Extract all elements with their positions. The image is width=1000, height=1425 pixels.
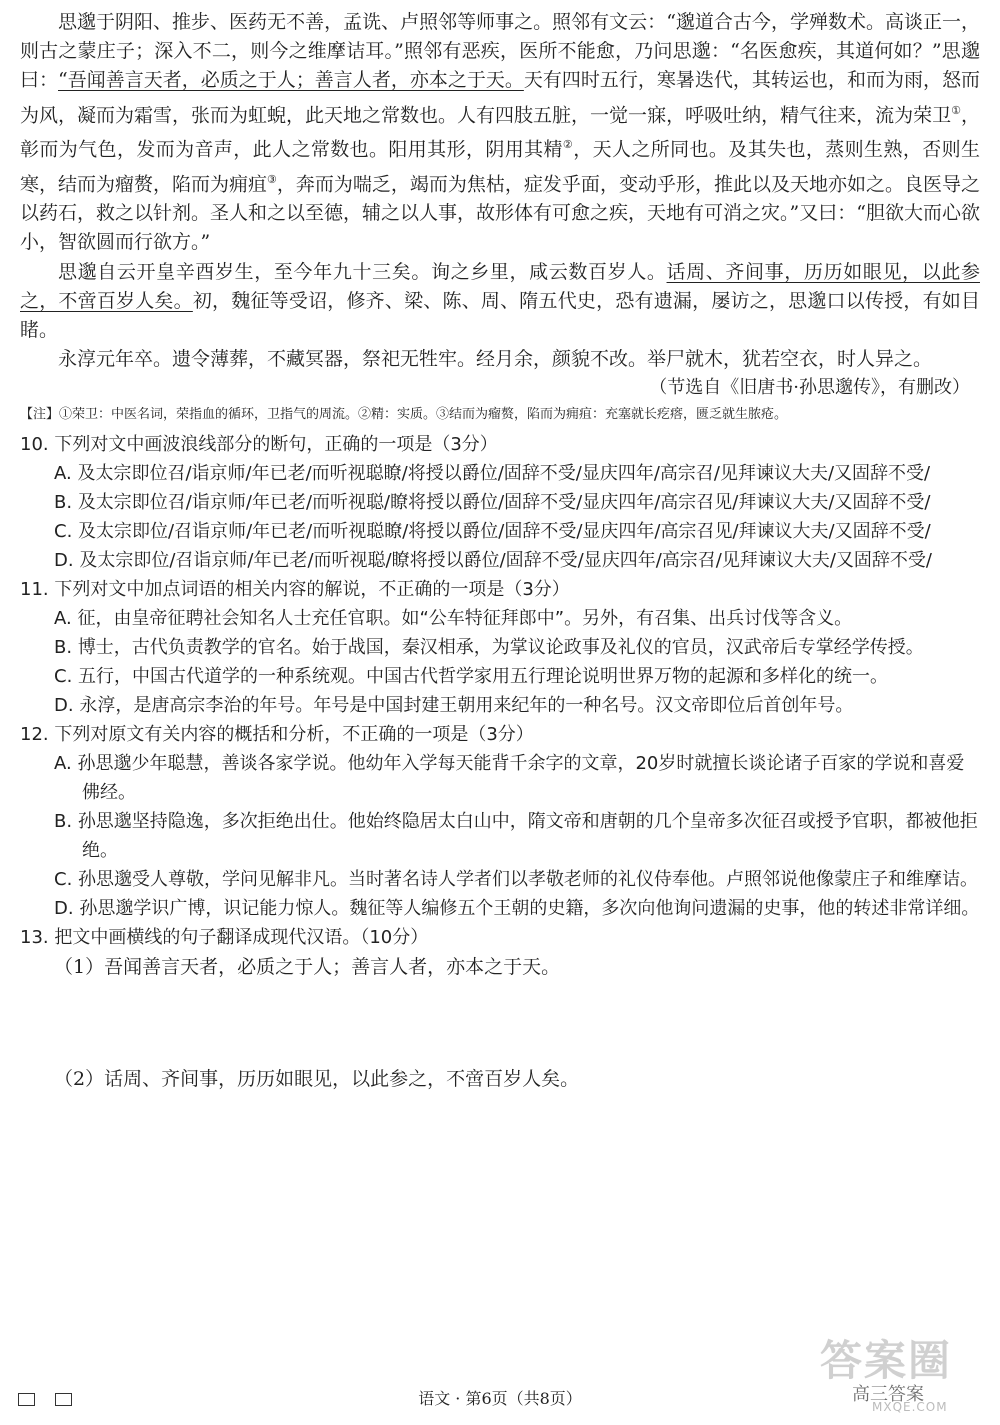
option-label: D.	[54, 550, 74, 572]
option-text: 永淳，是唐高宗李治的年号。年号是中国封建王朝用来纪年的一种名号。汉文帝即位后首创年号。	[79, 695, 854, 717]
passage-paragraph-1	[20, 8, 980, 258]
option-label: C.	[54, 521, 73, 543]
answer-space-2[interactable]	[20, 1094, 980, 1174]
option-label: B.	[54, 492, 73, 514]
passage-text: ，彰而为气色，发而为音声，此人之常数也。阳用其形，阴用其精	[20, 103, 980, 161]
option-b	[20, 633, 980, 662]
passage-source: （节选自《旧唐书·孙思邈传》，有删改）	[649, 377, 970, 399]
question-stem: 10. 下列对文中画波浪线部分的断句，正确的一项是（3分）	[20, 434, 498, 456]
option-c	[20, 517, 980, 546]
option-b	[20, 488, 980, 517]
passage-text: 思邈自云开皇辛酉岁生，至今年九十三矣。询之乡里，咸云数百岁人。	[58, 260, 667, 283]
option-text: 及太宗即位/召诣京师/年已老/而听视聪瞭/将授以爵位/固辞不受/显庆四年/高宗召见/拜谏议大夫/又固辞不受/	[78, 521, 931, 543]
page-number: 语文 · 第6页（共8页）	[418, 1389, 582, 1408]
option-text: 孙思邈学识广博，识记能力惊人。魏征等人编修五个王朝的史籍，多次向他询问遗漏的史事，他的转述非常详细。	[79, 898, 980, 920]
option-label: A.	[54, 608, 72, 630]
question-stem: 11. 下列对文中加点词语的相关内容的解说，不正确的一项是（3分）	[20, 579, 570, 601]
question-13	[20, 923, 980, 1174]
option-c	[20, 662, 980, 691]
option-text: 及太宗即位召/诣京师/年已老/而听视聪瞭/将授以爵位/固辞不受/显庆四年/高宗召/见拜谏议大夫/又固辞不受/	[77, 463, 931, 485]
question-12	[20, 720, 980, 923]
question-stem: 12. 下列对原文有关内容的概括和分析，不正确的一项是（3分）	[20, 724, 534, 746]
option-d	[20, 546, 980, 575]
option-text: 及太宗即位召/诣京师/年已老/而听视聪/瞭将授以爵位/固辞不受/显庆四年/高宗召见/拜谏议大夫/又固辞不受/	[77, 492, 931, 514]
question-11	[20, 575, 980, 720]
option-a	[20, 749, 980, 807]
footnote-marker: ①	[951, 103, 961, 117]
passage-paragraph-3: 永淳元年卒。遗令薄葬，不藏冥器，祭祀无牲牢。经月余，颜貌不改。举尸就木，犹若空衣，时人异之。	[58, 348, 933, 371]
option-label: B.	[54, 811, 73, 833]
option-text: 孙思邈受人尊敬，学问见解非凡。当时著名诗人学者们以孝敬老师的礼仪侍奉他。卢照邻说他像蒙庄子和维摩诘。	[78, 869, 979, 891]
question-10	[20, 430, 980, 575]
translation-item-2: （2）话周、齐间事，历历如眼见，以此参之，不啻百岁人矣。	[54, 1068, 580, 1091]
option-text: 及太宗即位/召诣京师/年已老/而听视聪/瞭将授以爵位/固辞不受/显庆四年/高宗召/见拜谏议大夫/又固辞不受/	[79, 550, 932, 572]
option-text: 孙思邈少年聪慧，善谈各家学说。他幼年入学每天能背千余字的文章，20岁时就擅长谈论诸子百家的学说和喜爱佛经。	[77, 753, 965, 804]
passage-notes: 【注】①荣卫：中医名词，荣指血的循环，卫指气的周流。②精：实质。③结而为瘤赘，陷而为痈疽：充塞就长疙瘩，匮乏就生脓疮。	[20, 407, 788, 423]
option-c	[20, 865, 980, 894]
footnote-marker: ②	[562, 138, 574, 152]
option-label: A.	[54, 753, 72, 775]
watermark-main-text: 答案圈	[820, 1336, 953, 1385]
passage-text: 初，魏征等受诏，修齐、梁、陈、周、隋五代史，恐有遗漏，屡访之，思邈口以传授，有如目睹。	[20, 289, 980, 342]
passage-text: ，奔而为喘乏，竭而为焦枯，症发乎面，变动乎形，推此以及天地亦如之。良医导之以药石，救之以针剂。圣人和之以至德，辅之以人事，故形体有可愈之疾，天地有可消之灾。”又曰：“胆欲大而心欲小，智欲圆而行欲方。”	[20, 173, 980, 254]
underlined-sentence-2: 话周、齐间事，历历如眼见，以此参之，不啻百岁人矣。	[20, 260, 980, 312]
option-label: B.	[54, 637, 73, 659]
option-text: 博士，古代负责教学的官名。始于战国，秦汉相承，为掌议论政事及礼仪的官员，汉武帝后专掌经学传授。	[77, 637, 924, 659]
underlined-sentence-1: “吾闻善言天者，必质之于人；善言人者，亦本之于天。	[58, 69, 524, 92]
passage-text: 天有四时五行，寒暑迭代，其转运也，和而为雨，怒而为风，凝而为霜雪，张而为虹蜺，此天地之常数也。人有四肢五脏，一觉一寐，呼吸吐纳，精气往来，流为荣卫	[20, 69, 980, 126]
watermark-logo	[812, 1320, 987, 1420]
option-d	[20, 894, 980, 923]
option-text: 征，由皇帝征聘社会知名人士充任官职。如“公车特征拜郎中”。另外，有召集、出兵讨伐等含义。	[77, 608, 853, 630]
option-a	[20, 604, 980, 633]
exam-page	[20, 8, 980, 1174]
option-label: D.	[54, 695, 74, 717]
option-d	[20, 691, 980, 720]
option-a	[20, 459, 980, 488]
option-text: 五行，中国古代道学的一种系统观。中国古代哲学家用五行理论说明世界万物的起源和多样化的统一。	[78, 666, 889, 688]
option-label: A.	[54, 463, 72, 485]
watermark-corner-text: 高三答案	[852, 1384, 924, 1405]
footnote-marker: ③	[267, 172, 277, 186]
answer-space-1[interactable]	[20, 982, 980, 1064]
translation-item-1: （1）吾闻善言天者，必质之于人；善言人者，亦本之于天。	[54, 956, 561, 979]
passage-text: 思邈于阴阳、推步、医药无不善，孟诜、卢照邻等师事之。照邻有文云：“邈道合古今，学殚数术。高谈正一，则古之蒙庄子；深入不二，则今之维摩诘耳。”照邻有恶疾，医所不能愈，乃问思邈：“名医愈疾，其道何如？”思邈曰：	[20, 11, 980, 92]
option-b	[20, 807, 980, 865]
option-label: C.	[54, 666, 73, 688]
watermark-url-text: MXQE.COM	[872, 1400, 948, 1414]
passage-text: ，天人之所同也。及其失也，蒸则生熟，否则生寒，结而为瘤赘，陷而为痈疽	[20, 138, 980, 195]
question-stem: 13. 把文中画横线的句子翻译成现代汉语。（10分）	[20, 927, 429, 949]
passage-paragraph-2	[20, 258, 980, 346]
option-label: D.	[54, 898, 74, 920]
option-label: C.	[54, 869, 73, 891]
option-text: 孙思邈坚持隐逸，多次拒绝出仕。他始终隐居太白山中，隋文帝和唐朝的几个皇帝多次征召或授予官职，都被他拒绝。	[77, 811, 978, 862]
